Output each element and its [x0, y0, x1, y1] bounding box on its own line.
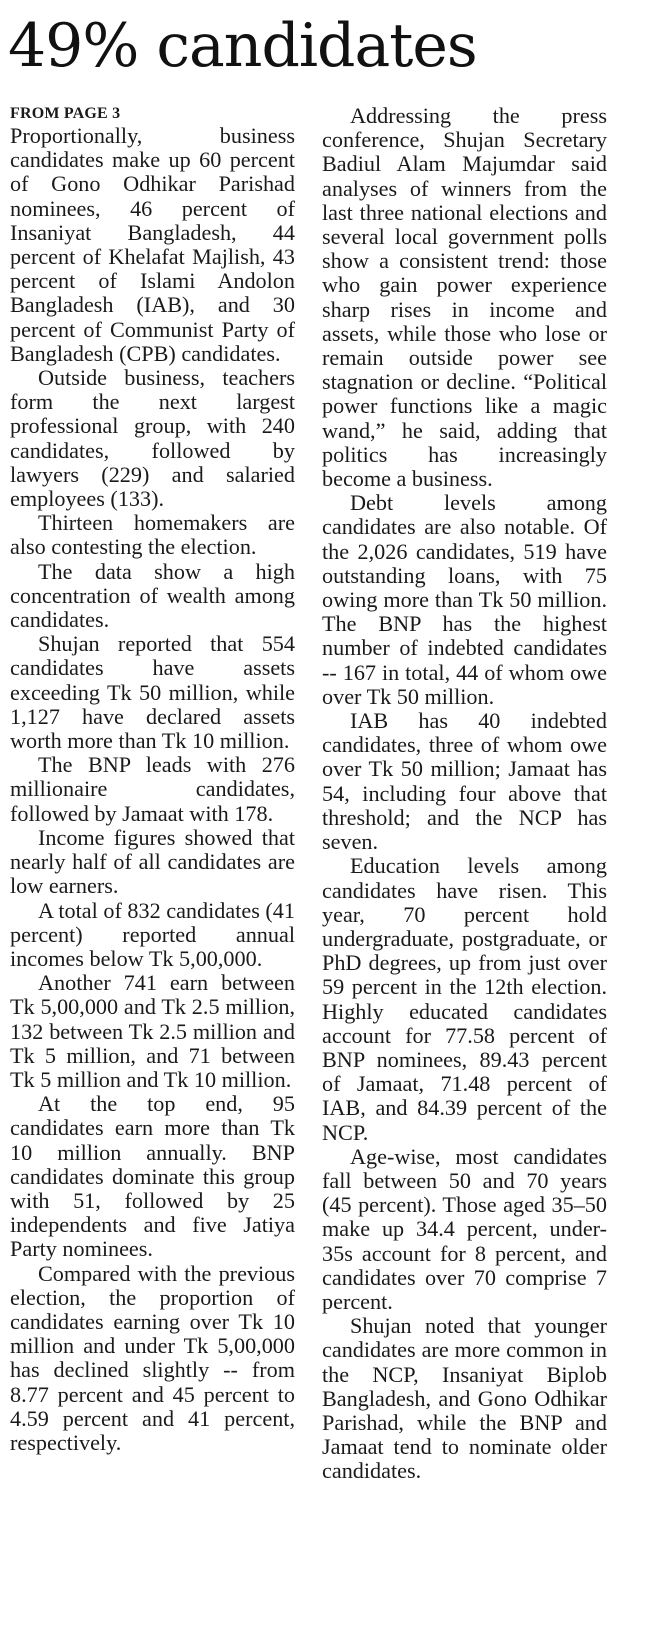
paragraph: Proportionally, business candidates make up 60 percent of Gono Odhikar Parishad nominees, 46 percent of Insaniyat Bangladesh, 44 percent of Khelafat Majlish, 43 percent of Islami Andolon Bangladesh (IAB), and 30 percent of Communist Party of Bangladesh (CPB) candidates. [10, 123, 295, 366]
paragraph: Income figures showed that nearly half of all candidates are low earners. [10, 824, 295, 899]
paragraph: Thirteen homemakers are also contesting the election. [10, 510, 295, 560]
paragraph: Age-wise, most candidates fall between 50 and 70 years (45 percent). Those aged 35–50 make up 34.4 percent, under-35s account for 8 percent, and candidates over 70 comprise 7 percent. [322, 1143, 607, 1314]
paragraph: IAB has 40 indebted candidates, three of whom owe over Tk 50 million; Jamaat has 54, including four above that threshold; and the NCP has seven. [322, 708, 607, 855]
paragraph: Outside business, teachers form the next largest professional group, with 240 candidates, followed by lawyers (229) and salaried employees (133). [10, 365, 295, 512]
paragraph: The BNP leads with 276 millionaire candidates, followed by Jamaat with 178. [10, 752, 295, 826]
paragraph: Shujan reported that 554 candidates have assets exceeding Tk 50 million, while 1,127 have declared assets worth more than Tk 10 million. [10, 631, 295, 754]
paragraph: Shujan noted that younger candidates are more common in the NCP, Insaniyat Biplob Bangladesh, and Gono Odhikar Parishad, while the BNP and Jamaat tend to nominate older candidates. [322, 1313, 607, 1484]
article-column-right [322, 104, 607, 1484]
paragraph: Education levels among candidates have risen. This year, 70 percent hold undergraduate, postgraduate, or PhD degrees, up from just over 59 percent in the 12th election. Highly educated candidates account for 77.58 percent of BNP nominees, 89.43 percent of Jamaat, 71.48 percent of IAB, and 84.39 percent of the NCP. [322, 853, 607, 1145]
paragraph: The data show a high concentration of wealth among candidates. [10, 558, 295, 633]
paragraph: Addressing the press conference, Shujan Secretary Badiul Alam Majumdar said analyses of winners from the last three national elections and several local government polls show a consistent trend: those who gain power experience sharp rises in income and assets, while those who lose or remain outside power see stagnation or decline. “Political power functions like a magic wand,” he said, adding that politics has increasingly become a business. [322, 103, 607, 492]
paragraph: At the top end, 95 candidates earn more than Tk 10 million annually. BNP candidates dominate this group with 51, followed by 25 independents and five Jatiya Party nominees. [10, 1091, 295, 1262]
article-column-left [10, 104, 295, 1455]
paragraph: Debt levels among candidates are also notable. Of the 2,026 candidates, 519 have outstanding loans, with 75 owing more than Tk 50 million. The BNP has the highest number of indebted candidates -- 167 in total, 44 of whom owe over Tk 50 million. [322, 490, 607, 709]
paragraph: A total of 832 candidates (41 percent) reported annual incomes below Tk 5,00,000. [10, 897, 295, 971]
paragraph: Another 741 earn between Tk 5,00,000 and Tk 2.5 million, 132 between Tk 2.5 million and Tk 5 million, and 71 between Tk 5 million and Tk 10 million. [10, 970, 295, 1092]
jump-line: FROM PAGE 3 [10, 105, 121, 122]
paragraph: Compared with the previous election, the proportion of candidates earning over Tk 10 million and under Tk 5,00,000 has declined slightly -- from 8.77 percent and 45 percent to 4.59 percent and 41 percent, respectively. [10, 1260, 295, 1455]
headline: 49% candidates [8, 11, 477, 81]
